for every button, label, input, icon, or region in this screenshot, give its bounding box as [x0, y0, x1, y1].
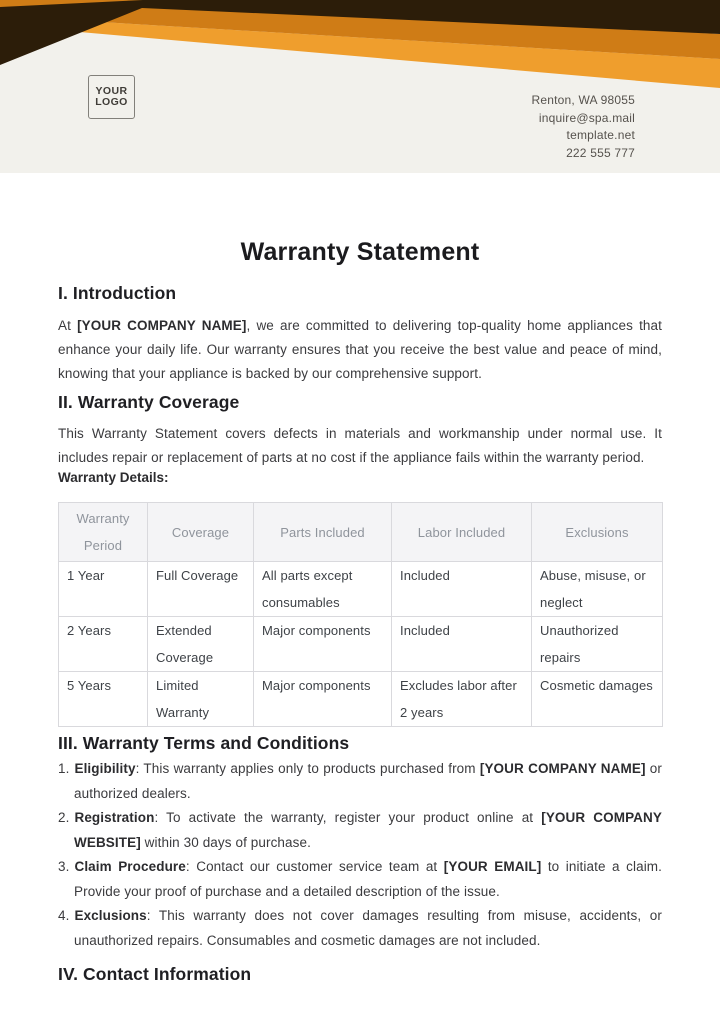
table-row	[59, 617, 663, 672]
table-cell: Full Coverage	[148, 562, 254, 617]
text-segment: At	[58, 318, 78, 333]
column-header-warranty-period: Warranty Period	[59, 503, 148, 562]
table-row	[59, 672, 663, 727]
warranty-details-label: Warranty Details:	[58, 470, 169, 486]
list-number: 2.	[58, 810, 70, 826]
terms-item-exclusions	[58, 904, 662, 953]
company-website-placeholder: [YOUR COMPANY WEBSITE]	[74, 810, 662, 850]
section-heading-terms: III. Warranty Terms and Conditions	[58, 733, 350, 754]
column-header-labor-included: Labor Included	[392, 503, 532, 562]
text-segment: : This warranty applies only to products purchased from	[135, 761, 480, 777]
table-cell: Extended Coverage	[148, 617, 254, 672]
table-cell: All parts except consumables	[254, 562, 392, 617]
text-segment: , we are committed to delivering top-quality home appliances that enhance your daily life. Our warranty ensures that you receive the best value and peace of mind, knowing that your appliance is backed by our comprehensive support.	[58, 318, 662, 382]
terms-item-registration	[58, 806, 662, 855]
logo-text-line1: YOUR	[95, 84, 128, 97]
email-placeholder: [YOUR EMAIL]	[443, 859, 542, 875]
column-header-exclusions: Exclusions	[532, 503, 663, 562]
table-cell: Unauthorized repairs	[532, 617, 663, 672]
text-segment: within 30 days of purchase.	[140, 834, 311, 850]
text-segment: to initiate a claim. Provide your proof of purchase and a detailed description of the issue.	[74, 859, 662, 899]
table-cell: Included	[392, 617, 532, 672]
table-cell: Major components	[254, 672, 392, 727]
letterhead	[0, 0, 720, 173]
section-heading-contact-information: IV. Contact Information	[58, 964, 252, 985]
table-row	[59, 562, 663, 617]
table-cell: 5 Years	[59, 672, 148, 727]
table-cell: Cosmetic damages	[532, 672, 663, 727]
table-cell: Abuse, misuse, or neglect	[532, 562, 663, 617]
text-segment: : Contact our customer service team at	[185, 859, 444, 875]
terms-item-eligibility	[58, 757, 662, 806]
terms-list	[58, 757, 662, 953]
term-lead: Eligibility	[74, 761, 136, 777]
document-body	[0, 237, 720, 985]
list-number: 1.	[58, 761, 70, 777]
section-heading-introduction: I. Introduction	[58, 283, 177, 303]
text-segment: or authorized dealers.	[74, 761, 662, 801]
table-cell: Major components	[254, 617, 392, 672]
coverage-paragraph: This Warranty Statement covers defects in materials and workmanship under normal use. It includes repair or replacement of parts at no cost if the appliance fails within the warranty period.	[58, 425, 662, 465]
contact-info-block	[532, 92, 636, 162]
terms-item-claim-procedure	[58, 855, 662, 904]
column-header-parts-included: Parts Included	[254, 503, 392, 562]
text-segment: : To activate the warranty, register your product online at	[154, 810, 542, 826]
table-cell: 2 Years	[59, 617, 148, 672]
table-header-row	[59, 503, 663, 562]
contact-phone: 222 555 777	[566, 145, 635, 160]
document-title: Warranty Statement	[240, 238, 480, 266]
table-cell: Excludes labor after 2 years	[392, 672, 532, 727]
text-segment: : This warranty does not cover damages resulting from misuse, accidents, or unauthorized repairs. Consumables and cosmetic damages are not included.	[74, 908, 662, 948]
term-lead: Registration	[74, 810, 155, 826]
contact-location: Renton, WA 98055	[531, 93, 635, 107]
logo	[88, 75, 135, 119]
contact-website: template.net	[566, 128, 635, 142]
table-cell: 1 Year	[59, 562, 148, 617]
introduction-paragraph	[58, 314, 662, 387]
company-name-placeholder: [YOUR COMPANY NAME]	[77, 318, 247, 333]
table-cell: Limited Warranty	[148, 672, 254, 727]
logo-text-line2: LOGO	[95, 96, 128, 108]
list-number: 4.	[58, 908, 70, 924]
section-heading-coverage: II. Warranty Coverage	[58, 391, 240, 412]
warranty-details-table	[58, 502, 663, 727]
term-lead: Claim Procedure	[74, 859, 186, 875]
column-header-coverage: Coverage	[148, 503, 254, 562]
contact-email: inquire@spa.mail	[538, 110, 635, 125]
term-lead: Exclusions	[74, 908, 147, 924]
table-cell: Included	[392, 562, 532, 617]
company-name-placeholder: [YOUR COMPANY NAME]	[479, 761, 646, 777]
list-number: 3.	[58, 859, 70, 875]
